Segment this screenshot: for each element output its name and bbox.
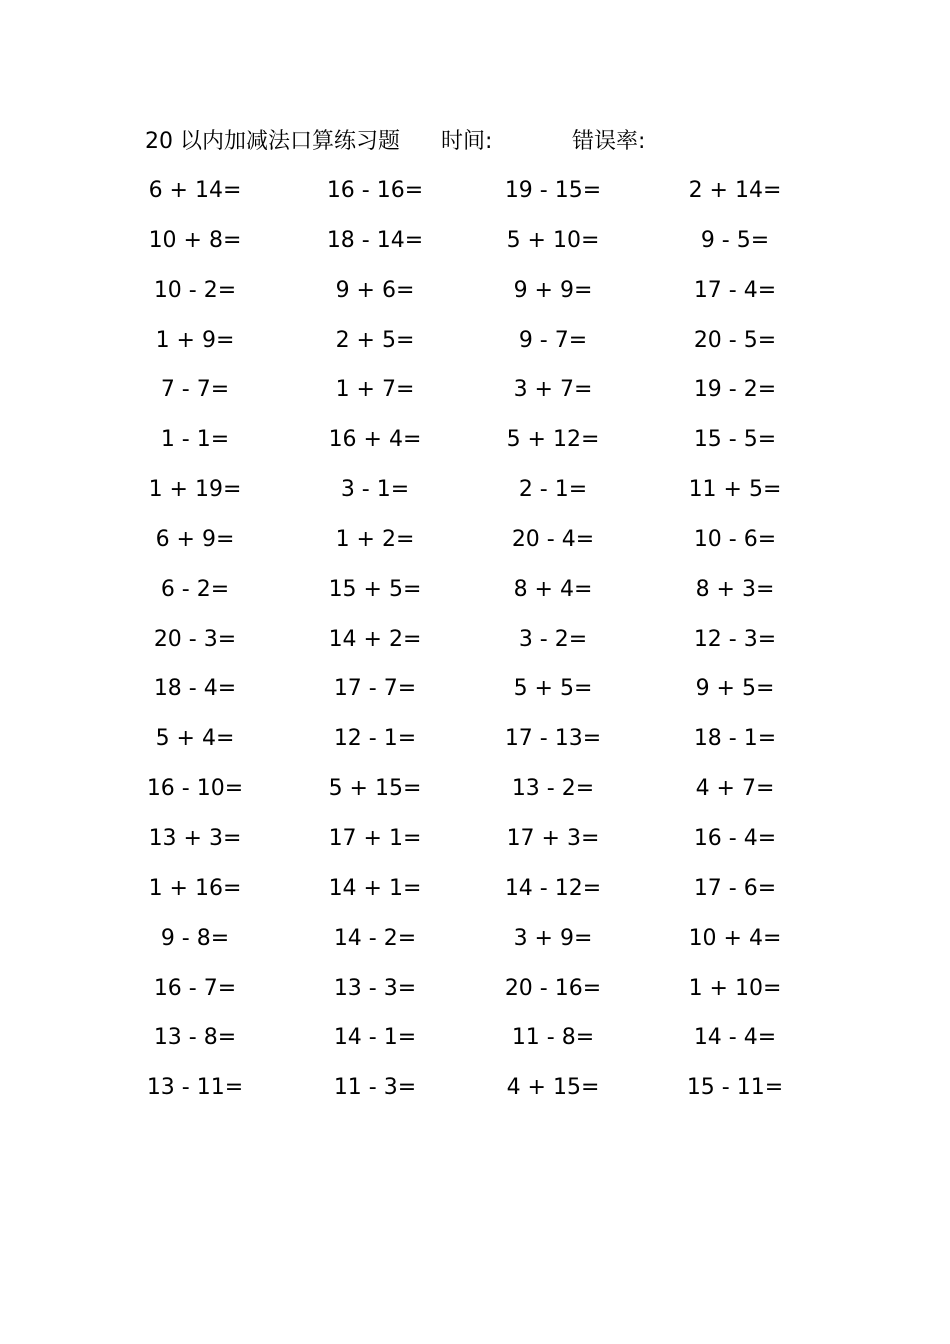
math-problem: 3 + 7=	[513, 377, 593, 403]
math-problem: 16 - 7=	[153, 975, 237, 1001]
math-problem: 19 - 2=	[693, 377, 777, 403]
error-rate-label: 错误率:	[572, 129, 646, 154]
math-problem: 14 + 1=	[328, 875, 422, 901]
math-problem: 11 + 5=	[688, 477, 782, 503]
math-problem: 17 - 4=	[693, 277, 777, 303]
math-problem: 15 - 5=	[693, 427, 777, 453]
math-problem: 18 - 14=	[326, 227, 424, 253]
math-problem: 11 - 3=	[333, 1075, 417, 1101]
math-problem: 12 - 1=	[333, 726, 417, 752]
math-problem: 9 - 7=	[518, 327, 588, 353]
math-problem: 16 + 4=	[328, 427, 422, 453]
math-problem: 8 + 3=	[695, 576, 775, 602]
problem-row	[0, 620, 950, 670]
math-problem: 6 + 9=	[155, 526, 235, 552]
math-problem: 17 + 3=	[506, 825, 600, 851]
math-problem: 11 - 8=	[511, 1025, 595, 1051]
math-problem: 6 - 2=	[160, 576, 230, 602]
math-problem: 8 + 4=	[513, 576, 593, 602]
math-problem: 5 + 4=	[155, 726, 235, 752]
math-problem: 3 - 2=	[518, 626, 588, 652]
math-problem: 5 + 5=	[513, 676, 593, 702]
math-problem: 7 - 7=	[160, 377, 230, 403]
problem-row	[0, 570, 950, 620]
problem-row	[0, 321, 950, 371]
problem-grid	[0, 171, 950, 1118]
problem-row	[0, 171, 950, 221]
math-problem: 16 - 16=	[326, 178, 424, 203]
math-problem: 14 - 12=	[504, 875, 602, 901]
math-problem: 13 - 3=	[333, 975, 417, 1001]
math-problem: 5 + 15=	[328, 776, 422, 802]
math-problem: 1 + 16=	[148, 875, 242, 901]
math-problem: 1 + 2=	[335, 526, 415, 552]
problem-row	[0, 1018, 950, 1068]
math-problem: 10 - 6=	[693, 526, 777, 552]
math-problem: 1 + 9=	[155, 327, 235, 353]
problem-row	[0, 520, 950, 570]
math-problem: 3 + 9=	[513, 925, 593, 951]
problem-row	[0, 769, 950, 819]
problem-row	[0, 420, 950, 470]
math-problem: 1 - 1=	[160, 427, 230, 453]
math-problem: 17 - 13=	[504, 726, 602, 752]
math-problem: 20 - 3=	[153, 626, 237, 652]
problem-row	[0, 221, 950, 271]
problem-row	[0, 869, 950, 919]
math-problem: 14 - 4=	[693, 1025, 777, 1051]
math-problem: 4 + 15=	[506, 1075, 600, 1101]
math-problem: 10 + 8=	[148, 227, 242, 253]
math-problem: 9 + 6=	[335, 277, 415, 303]
math-problem: 5 + 10=	[506, 227, 600, 253]
math-problem: 2 - 1=	[518, 477, 588, 503]
math-problem: 3 - 1=	[340, 477, 410, 503]
math-problem: 16 - 4=	[693, 825, 777, 851]
math-problem: 1 + 7=	[335, 377, 415, 403]
math-problem: 13 - 2=	[511, 776, 595, 802]
math-problem: 14 - 1=	[333, 1025, 417, 1051]
math-problem: 15 + 5=	[328, 576, 422, 602]
math-problem: 16 - 10=	[146, 776, 244, 802]
problem-row	[0, 719, 950, 769]
math-problem: 18 - 4=	[153, 676, 237, 702]
math-problem: 2 + 5=	[335, 327, 415, 353]
problem-row	[0, 919, 950, 969]
math-problem: 10 - 2=	[153, 277, 237, 303]
math-problem: 15 - 11=	[686, 1075, 784, 1101]
math-problem: 13 - 8=	[153, 1025, 237, 1051]
problem-row	[0, 819, 950, 869]
math-problem: 4 + 7=	[695, 776, 775, 802]
worksheet-title: 20 以内加减法口算练习题	[145, 129, 400, 154]
math-problem: 9 + 5=	[695, 676, 775, 702]
math-problem: 20 - 4=	[511, 526, 595, 552]
math-problem: 6 + 14=	[148, 178, 242, 203]
math-problem: 14 + 2=	[328, 626, 422, 652]
math-problem: 9 + 9=	[513, 277, 593, 303]
math-problem: 19 - 15=	[504, 178, 602, 203]
math-problem: 1 + 10=	[688, 975, 782, 1001]
math-problem: 17 - 7=	[333, 676, 417, 702]
math-problem: 9 - 5=	[700, 227, 770, 253]
math-problem: 18 - 1=	[693, 726, 777, 752]
problem-row	[0, 470, 950, 520]
math-problem: 17 + 1=	[328, 825, 422, 851]
math-problem: 17 - 6=	[693, 875, 777, 901]
problem-row	[0, 669, 950, 719]
problem-row	[0, 1068, 950, 1118]
time-label: 时间:	[441, 129, 493, 154]
problem-row	[0, 271, 950, 321]
math-problem: 12 - 3=	[693, 626, 777, 652]
math-problem: 20 - 16=	[504, 975, 602, 1001]
math-problem: 9 - 8=	[160, 925, 230, 951]
math-problem: 5 + 12=	[506, 427, 600, 453]
math-problem: 2 + 14=	[688, 178, 782, 203]
math-problem: 10 + 4=	[688, 925, 782, 951]
math-problem: 13 + 3=	[148, 825, 242, 851]
math-problem: 1 + 19=	[148, 477, 242, 503]
math-problem: 13 - 11=	[146, 1075, 244, 1101]
problem-row	[0, 969, 950, 1019]
math-problem: 20 - 5=	[693, 327, 777, 353]
problem-row	[0, 370, 950, 420]
math-problem: 14 - 2=	[333, 925, 417, 951]
